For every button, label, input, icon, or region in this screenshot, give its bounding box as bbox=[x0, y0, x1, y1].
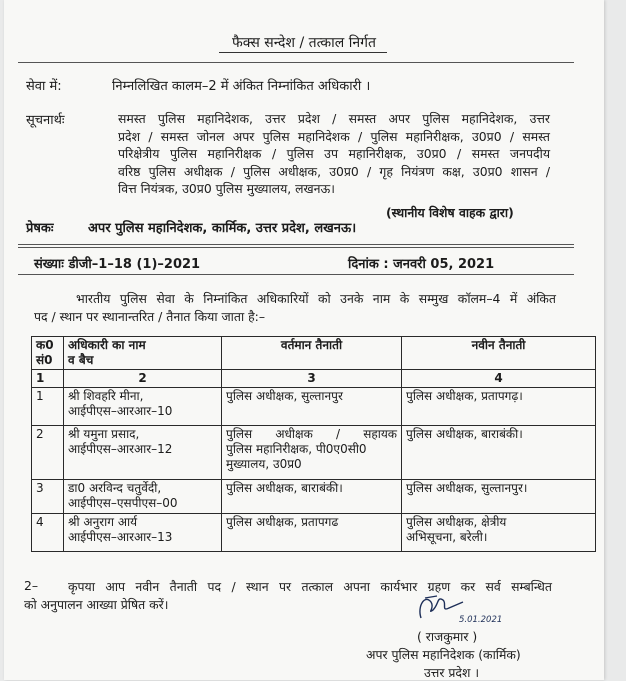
seva-text: निम्नलिखित कालम–2 में अंकित निम्नांकित अधिकारी । bbox=[112, 79, 371, 94]
table-header-row bbox=[32, 337, 596, 370]
new-posting-line: पुलिस अधीक्षक, प्रतापगढ़। bbox=[406, 389, 523, 403]
suchnarth-text bbox=[118, 110, 550, 198]
row-current-posting bbox=[222, 514, 402, 552]
new-posting-line: अभिसूचना, बरेली। bbox=[406, 530, 488, 544]
reference-number-value: डीजी–1–18 (1)–2021 bbox=[68, 257, 201, 272]
fax-document-page bbox=[4, 0, 604, 680]
header-serial bbox=[32, 337, 64, 370]
row-new-posting bbox=[402, 426, 596, 480]
officer-batch: आईपीएस–आरआर–10 bbox=[68, 404, 173, 418]
reference-date-value: जनवरी 05, 2021 bbox=[393, 257, 495, 272]
new-posting-line: पुलिस अधीक्षक, बाराबंकी। bbox=[406, 427, 523, 441]
header-serial-line: सं0 bbox=[36, 353, 53, 367]
officer-batch: आईपीएस–एसपीएस–00 bbox=[68, 496, 178, 510]
row-officer bbox=[64, 388, 222, 426]
officer-batch: आईपीएस–आरआर–13 bbox=[68, 530, 173, 544]
suchnarth-line: वित्त नियंत्रक, उ0प्र0 पुलिस मुख्यालय, लखनऊ। bbox=[118, 181, 335, 197]
officer-name: डा0 अरविन्द चतुर्वेदी, bbox=[68, 481, 162, 495]
row-current-posting bbox=[222, 426, 402, 480]
table-row bbox=[32, 426, 596, 480]
header-officer-line: व बैच bbox=[68, 353, 94, 367]
column-number: 3 bbox=[222, 370, 402, 388]
transfer-table bbox=[31, 336, 596, 552]
header-serial-line: क0 bbox=[36, 338, 54, 352]
suchnarth-line: समस्त पुलिस महानिदेशक, उत्तर प्रदेश / समस्त अपर पुलिस महानिदेशक, उत्तर bbox=[118, 111, 550, 126]
column-number: 1 bbox=[32, 370, 64, 388]
column-number-row bbox=[32, 370, 596, 388]
row-serial: 4 bbox=[32, 514, 64, 552]
table-row bbox=[32, 514, 596, 552]
current-posting-line: पुलिस अधीक्षक, प्रतापगढ bbox=[226, 515, 339, 529]
preshak-label: प्रेषकः bbox=[26, 221, 54, 236]
row-officer bbox=[64, 426, 222, 480]
row-officer bbox=[64, 514, 222, 552]
row-new-posting bbox=[402, 514, 596, 552]
reference-number bbox=[34, 254, 200, 272]
current-posting-line: मुख्यालय, उ0प्र0 bbox=[226, 457, 302, 471]
reference-top-divider bbox=[18, 244, 574, 245]
document-title: फैक्स सन्देश / तत्काल निर्गत bbox=[232, 35, 376, 51]
current-posting-line: पुलिस अधीक्षक, बाराबंकी। bbox=[226, 481, 343, 495]
intro-line: पद / स्थान पर स्थानान्तरित / तैनात किया जाता है:– bbox=[34, 308, 266, 324]
header-officer-line: अधिकारी का नाम bbox=[68, 338, 146, 352]
current-posting-line: पुलिस महानिरीक्षक, पी0ए0सी0 bbox=[226, 442, 367, 456]
officer-name: श्री शिवहरि मीना, bbox=[68, 389, 144, 403]
intro-line: भारतीय पुलिस सेवा के निम्नांकित अधिकारियों को उनके नाम के सम्मुख कॉलम–4 में अंकित bbox=[76, 291, 556, 306]
suchnarth-line: परिक्षेत्रीय पुलिस महानिरीक्षक / पुलिस उप महानिरीक्षक, उ0प्र0 / समस्त जनपदीय bbox=[118, 146, 550, 162]
row-serial: 1 bbox=[32, 388, 64, 426]
signatory-state: उत्तर प्रदेश । bbox=[424, 665, 480, 680]
signatory-name: ( राजकुमार ) bbox=[417, 629, 478, 644]
preshak-text: अपर पुलिस महानिदेशक, कार्मिक, उत्तर प्रदेश, लखनऊ। bbox=[88, 221, 357, 236]
reference-date-label: दिनांक : bbox=[348, 257, 389, 272]
row-serial: 3 bbox=[32, 480, 64, 514]
officer-batch: आईपीएस–आरआर–12 bbox=[68, 442, 173, 456]
current-posting-line: पुलिस अधीक्षक / सहायक bbox=[226, 427, 397, 441]
row-current-posting bbox=[222, 480, 402, 514]
para2-line: को अनुपालन आख्या प्रेषित करें। bbox=[24, 596, 169, 612]
title-divider bbox=[18, 62, 574, 63]
officer-name: श्री अनुराग आर्य bbox=[68, 515, 138, 529]
row-officer bbox=[64, 480, 222, 514]
suchnarth-line: वरिष्ठ पुलिस अधीक्षक / पुलिस अधीक्षक, उ0प्र0 / गृह नियंत्रण कक्ष, उ0प्र0 शासन / bbox=[118, 163, 550, 179]
row-new-posting bbox=[402, 480, 596, 514]
intro-paragraph bbox=[34, 290, 556, 325]
current-posting-line: पुलिस अधीक्षक, सुल्तानपुर bbox=[226, 389, 343, 403]
title-underline bbox=[219, 52, 387, 53]
header-officer bbox=[64, 337, 222, 370]
header-current-posting: वर्तमान तैनाती bbox=[222, 337, 402, 370]
new-posting-line: पुलिस अधीक्षक, सुल्तानपुर। bbox=[406, 481, 528, 495]
table-row bbox=[32, 480, 596, 514]
table-row bbox=[32, 388, 596, 426]
suchnarth-label: सूचनार्थः bbox=[26, 113, 65, 128]
reference-top-divider bbox=[18, 247, 574, 248]
officer-name: श्री यमुना प्रसाद, bbox=[68, 427, 140, 441]
column-number: 4 bbox=[402, 370, 596, 388]
row-new-posting bbox=[402, 388, 596, 426]
delivery-note: (स्थानीय विशेष वाहक द्वारा) bbox=[386, 205, 514, 220]
para2-number: 2– bbox=[24, 578, 39, 593]
row-current-posting bbox=[222, 388, 402, 426]
signatory-designation: अपर पुलिस महानिदेशक (कार्मिक) bbox=[366, 647, 521, 662]
new-posting-line: पुलिस अधीक्षक, क्षेत्रीय bbox=[406, 515, 507, 529]
reference-bottom-divider bbox=[18, 274, 574, 275]
signature-date: 5.01.2021 bbox=[459, 615, 503, 625]
row-serial: 2 bbox=[32, 426, 64, 480]
column-number: 2 bbox=[64, 370, 222, 388]
reference-date bbox=[348, 254, 494, 272]
handwritten-signature bbox=[407, 588, 517, 628]
seva-label: सेवा में: bbox=[26, 79, 62, 94]
suchnarth-line: प्रदेश / समस्त जोनल अपर पुलिस महानिदेशक / पुलिस महानिरीक्षक, उ0प्र0 / समस्त bbox=[118, 128, 550, 144]
header-new-posting: नवीन तैनाती bbox=[402, 337, 596, 370]
reference-number-label: संख्याः bbox=[34, 257, 64, 272]
para2-line: कृपया आप नवीन तैनाती पद / स्थान पर तत्काल अपना कार्यभार ग्रहण कर सर्व सम्बन्धित bbox=[68, 579, 552, 594]
